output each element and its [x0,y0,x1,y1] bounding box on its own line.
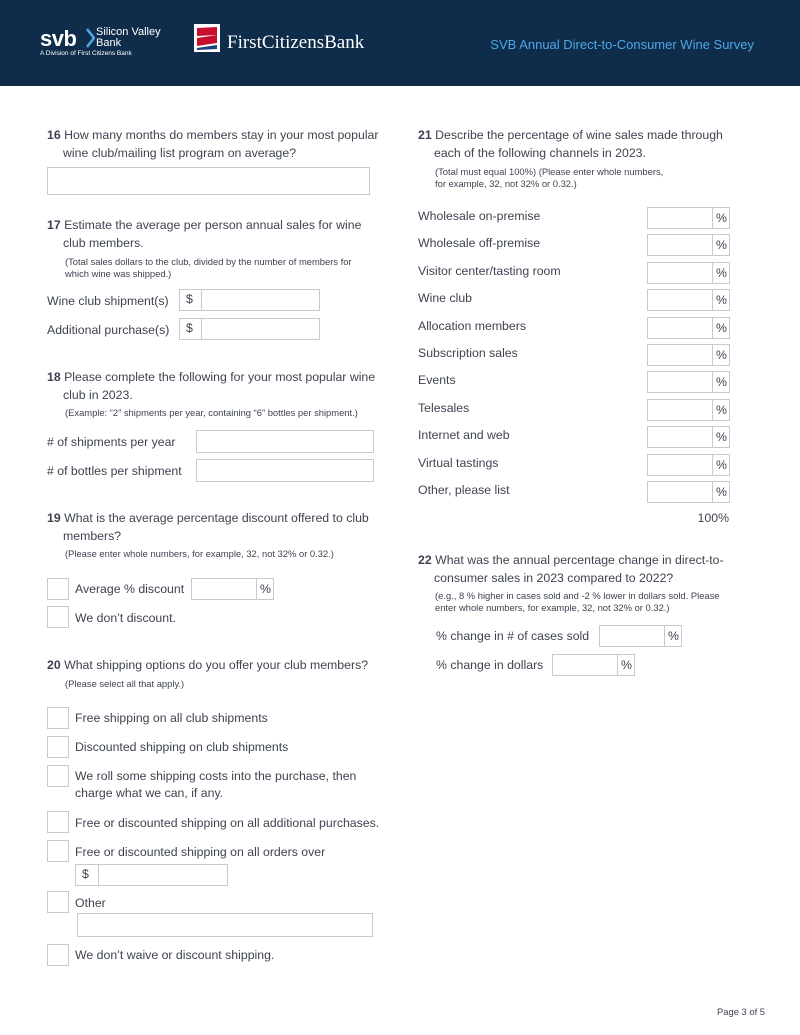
svb-division-text: A Division of First Citizens Bank [40,50,132,57]
q20-roll-costs-label-1: We roll some shipping costs into the purchase, then [75,769,357,783]
q22-cases-label: % change in # of cases sold [436,629,590,643]
q17-wine-club-input[interactable] [179,289,320,311]
q21-channel-label: Subscription sales [418,346,518,360]
q22-cases-input[interactable] [599,625,682,647]
q20-free-shipping-label: Free shipping on all club shipments [75,711,268,725]
q20-additional-purchases-label: Free or discounted shipping on all additional purchases. [75,816,380,830]
q20-free-shipping-checkbox[interactable] [47,707,69,729]
percent-symbol: % [260,582,271,596]
q21-channel-label: Wine club [418,291,472,306]
q17-additional-label: Additional purchase(s) [47,323,170,337]
q21-channel-input[interactable] [647,234,730,256]
dollar-symbol: $ [186,292,193,306]
q20-roll-costs-label-2: charge what we can, if any. [75,786,224,800]
q19-no-discount-label: We don’t discount. [75,611,176,625]
dollar-symbol: $ [82,867,89,881]
q21-channel-input[interactable] [647,289,730,311]
survey-title: SVB Annual Direct-to-Consumer Wine Survey [490,37,754,52]
q18-shipments-input[interactable] [196,430,374,453]
percent-symbol: % [716,238,727,253]
q21-channel-input[interactable] [647,454,730,476]
svb-chevron-icon [86,28,95,48]
q19-note: (Please enter whole numbers, for example, 32, not 32% or 0.32.) [65,548,334,559]
q19-no-discount-checkbox[interactable] [47,606,69,628]
q17-note: (Total sales dollars to the club, divided by the number of members for which wine was shipped.) [65,256,352,279]
q21-channel-label: Virtual tastings [418,455,499,470]
question-19: 19 What is the average percentage discount offered to club members? [47,511,369,543]
first-citizens-bank-name: FirstCitizensBank [227,32,365,53]
q20-orders-over-checkbox[interactable] [47,840,69,862]
q19-average-label: Average % discount [75,582,185,596]
q17-additional-input[interactable] [179,318,320,340]
q21-channel-input[interactable] [647,399,730,421]
percent-symbol: % [716,211,727,225]
page-number: Page 3 of 5 [717,1006,765,1017]
q21-channel-label: Other, please list [418,483,510,497]
svb-wordmark: svb [40,26,77,51]
q16-months-input[interactable] [47,167,370,195]
q21-channel-label: Wholesale on-premise [418,209,541,223]
q21-channel-input[interactable] [647,371,730,393]
q21-channel-input[interactable] [647,207,730,229]
q22-note: (e.g., 8 % higher in cases sold and -2 % lower in dollars sold. Please enter whole numbers, for example, 32, not 32% or 0.32.) [435,590,720,613]
percent-symbol: % [621,658,632,672]
percent-symbol: % [716,430,727,445]
dollar-symbol: $ [186,321,193,335]
percent-symbol: % [716,375,727,390]
question-17: 17 Estimate the average per person annual sales for wine club members. [47,218,362,250]
q19-average-checkbox[interactable] [47,578,69,600]
q18-bottles-input[interactable] [196,459,374,482]
q21-channel-label: Telesales [418,400,470,415]
q21-channel-label: Events [418,373,456,388]
question-21: 21 Describe the percentage of wine sales made through each of the following channels in 2023. [418,128,723,160]
q20-other-checkbox[interactable] [47,891,69,913]
q22-dollars-input[interactable] [552,654,635,676]
q20-no-waive-checkbox[interactable] [47,944,69,966]
q21-total: 100% [697,511,729,525]
q20-note: (Please select all that apply.) [65,678,185,689]
percent-symbol: % [716,348,727,362]
q18-shipments-label: # of shipments per year [47,435,176,449]
q21-channel-label: Wholesale off-premise [418,236,541,251]
page-header [0,0,800,86]
q21-channel-input[interactable] [647,481,730,503]
q19-average-input[interactable] [191,578,274,600]
q21-channel-label: Allocation members [418,318,526,333]
q18-bottles-label: # of bottles per shipment [47,464,182,478]
question-20: 20 What shipping options do you offer your club members? [47,658,369,672]
q20-orders-over-input[interactable] [75,864,228,886]
q20-other-label: Other [75,896,106,910]
question-16: 16 How many months do members stay in your most popular wine club/mailing list program on average? [47,128,379,160]
q20-discounted-shipping-label: Discounted shipping on club shipments [75,740,289,754]
q21-channel-input[interactable] [647,426,730,448]
q20-roll-costs-checkbox[interactable] [47,765,69,787]
q21-note: (Total must equal 100%) (Please enter whole numbers, for example, 32, not 32% or 0.32.) [435,166,664,189]
q20-additional-purchases-checkbox[interactable] [47,811,69,833]
q21-channel-label: Internet and web [418,428,510,443]
q18-note: (Example: “2” shipments per year, containing “6” bottles per shipment.) [65,407,358,418]
percent-symbol: % [716,402,727,417]
q22-dollars-label: % change in dollars [436,658,544,672]
q21-channel-input[interactable] [647,344,730,366]
flag-icon [194,24,220,52]
q21-channel-input[interactable] [647,317,730,339]
q20-orders-over-label: Free or discounted shipping on all orders over [75,845,326,859]
percent-symbol: % [716,485,727,499]
question-18: 18 Please complete the following for your most popular wine club in 2023. [47,370,376,402]
q20-no-waive-label: We don’t waive or discount shipping. [75,948,275,962]
q20-discounted-shipping-checkbox[interactable] [47,736,69,758]
percent-symbol: % [716,457,727,472]
question-22: 22 What was the annual percentage change in direct-to- consumer sales in 2023 compared to 2022? [418,553,724,585]
percent-symbol: % [668,629,679,643]
q20-other-input[interactable] [77,913,373,937]
q17-wine-club-label: Wine club shipment(s) [47,294,169,308]
q21-channel-label: Visitor center/tasting room [418,263,561,278]
svb-bank-name: Silicon Valley Bank [96,26,161,49]
percent-symbol: % [716,320,727,335]
percent-symbol: % [716,293,727,308]
percent-symbol: % [716,265,727,280]
q21-channel-input[interactable] [647,262,730,284]
